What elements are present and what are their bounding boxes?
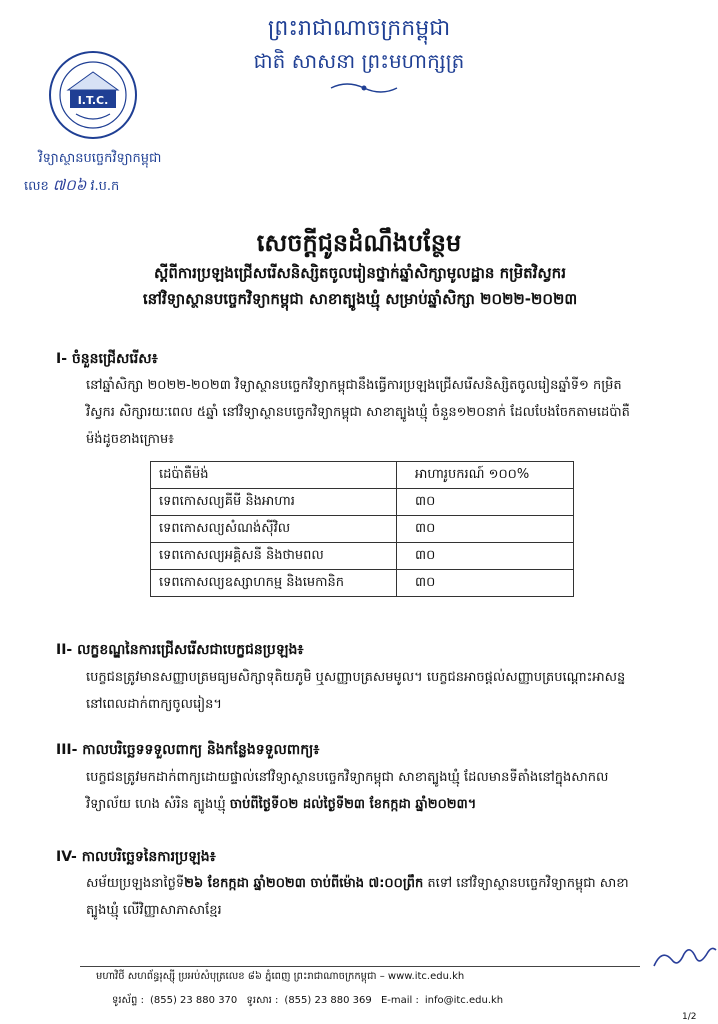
table-row	[151, 570, 574, 597]
page-number: 1/2	[682, 1012, 697, 1022]
itc-logo-icon	[48, 50, 138, 140]
section-4-heading: IV- កាលបរិច្ឆេទនៃការប្រឡង៖	[56, 849, 216, 865]
section-1-paragraph: នៅឆ្នាំសិក្សា ២០២២-២០២៣ វិទ្យាស្ថានបច្ចេកវិទ្យាកម្ពុជានឹងធ្វើការប្រឡងជ្រើសរើសនិស្សិតចូលរៀនឆ្នាំទី១ កម្រិតវិស្វករ សិក្សារយៈពេល ៥ឆ្នាំ នៅវិទ្យាស្ថានបច្ចេកវិទ្យាកម្ពុជា សាខាត្បូងឃ្មុំ ចំនួន១២០នាក់ ដែលបែងចែកតាមដេប៉ាតឺម៉ង់ដូចខាងក្រោម៖	[86, 378, 630, 447]
table-row	[151, 489, 574, 516]
section-4-exam-date: ២៦ ខែកក្កដា ឆ្នាំ២០២៣ ចាប់ពីម៉ោង ៧:០០ព្រឹក	[184, 876, 424, 891]
table-header-department: ដេប៉ាតឺម៉ង់	[151, 462, 397, 489]
footer-divider	[80, 966, 640, 967]
footer-address: មហាវិថី សហព័ន្ធរុស្ស៊ី ប្រអប់សំបុត្រលេខ ៨៦ ភ្នំពេញ ព្រះរាជាណាចក្រកម្ពុជា – www.itc.edu.kh	[96, 971, 465, 982]
table-row	[151, 543, 574, 570]
footer-phone: (855) 23 880 370	[149, 995, 238, 1006]
table-cell-department: ទេពកោសល្យសំណង់ស៊ីវិល	[151, 516, 397, 543]
section-3-text: បេក្ខជនត្រូវមកដាក់ពាក្យដោយផ្ទាល់នៅវិទ្យាស្ថានបច្ចេកវិទ្យាកម្ពុជា សាខាត្បូងឃ្មុំ ដែលមានទីតាំងនៅក្នុងសាកលវិទ្យាល័យ ហេង សំរិន ត្បូងឃ្មុំ	[86, 770, 609, 812]
table-cell-quota: ៣០	[397, 543, 574, 570]
footer-email: info@itc.edu.kh	[424, 995, 504, 1006]
footer-fax-label: ទូរសារ :	[246, 995, 279, 1006]
footer-email-label: E-mail :	[380, 995, 419, 1006]
section-2-heading: II- លក្ខខណ្ឌនៃការជ្រើសរើសជាបេក្ខជនប្រឡង៖	[56, 642, 304, 658]
signature-initials-icon	[650, 940, 718, 974]
table-cell-quota: ៣០	[397, 489, 574, 516]
table-cell-quota: ៣០	[397, 516, 574, 543]
footer-fax: (855) 23 880 369	[284, 995, 372, 1006]
section-4-text-start: សម័យប្រឡងនាថ្ងៃទី	[86, 876, 185, 891]
table-header-scholarship: អាហារូបករណ៍ ១០០%	[397, 462, 574, 489]
section-4-text-end: តទៅ នៅវិទ្យាស្ថានបច្ចេកវិទ្យាកម្ពុជា សាខាត្បូងឃ្មុំ លើវិញ្ញាសាភាសាខ្មែរ	[86, 876, 629, 918]
reference-number	[24, 176, 119, 198]
kingdom-title: ព្រះរាជាណាចក្រកម្ពុជា	[267, 16, 451, 41]
document-subtitle-line-1: ស្ដីពីការប្រឡងជ្រើសរើសនិស្សិតចូលរៀនថ្នាក់ឆ្នាំសិក្សាមូលដ្ឋាន កម្រិតវិស្វករ	[154, 264, 566, 282]
section-3-dates: ចាប់ពីថ្ងៃទី០២ ដល់ថ្ងៃទី២៣ ខែកក្កដា ឆ្នាំ២០២៣។	[229, 797, 477, 812]
section-1-heading: I- ចំនួនជ្រើសរើស៖	[56, 351, 158, 367]
document-subtitle-line-2: នៅវិទ្យាស្ថានបច្ចេកវិទ្យាកម្ពុជា សាខាត្បូងឃ្មុំ សម្រាប់ឆ្នាំសិក្សា ២០២២-២០២៣	[142, 290, 578, 308]
logo-text: I.T.C.	[77, 94, 109, 107]
table-cell-department: ទេពកោសល្យអគ្គិសនី និងថាមពល	[151, 543, 397, 570]
ref-suffix: វ.ប.ក	[90, 179, 120, 194]
document-title: សេចក្ដីជូនដំណឹងបន្ថែម	[256, 229, 462, 257]
section-3-heading: III- កាលបរិច្ឆេទទទួលពាក្យ និងកន្លែងទទួលពាក្យ៖	[56, 742, 320, 758]
ornament-divider-icon	[329, 80, 399, 96]
footer-contact	[112, 993, 509, 1008]
section-3-paragraph	[86, 764, 646, 818]
section-2-paragraph: បេក្ខជនត្រូវមានសញ្ញាបត្រមធ្យមសិក្សាទុតិយភូមិ ឬសញ្ញាបត្រសមមូល។ បេក្ខជនអាចផ្ដល់សញ្ញាបត្របណ្ដោះអាសន្ននៅពេលដាក់ពាក្យចូលរៀន។	[86, 670, 626, 712]
department-quota-table	[150, 461, 574, 597]
table-cell-department: ទេពកោសល្យគីមី និងអាហារ	[151, 489, 397, 516]
table-cell-quota: ៣០	[397, 570, 574, 597]
section-4-paragraph	[86, 870, 646, 924]
table-header-row	[151, 462, 574, 489]
kingdom-motto: ជាតិ សាសនា ព្រះមហាក្សត្រ	[253, 49, 465, 73]
ref-number: ៧០៦	[52, 176, 87, 194]
table-row	[151, 516, 574, 543]
institute-name: វិទ្យាស្ថានបច្ចេកវិទ្យាកម្ពុជា	[38, 151, 162, 166]
ref-prefix: លេខ	[24, 179, 49, 194]
footer-phone-label: ទូរស័ព្ទ :	[112, 995, 144, 1006]
table-cell-department: ទេពកោសល្យឧស្សាហកម្ម និងមេកានិក	[151, 570, 397, 597]
